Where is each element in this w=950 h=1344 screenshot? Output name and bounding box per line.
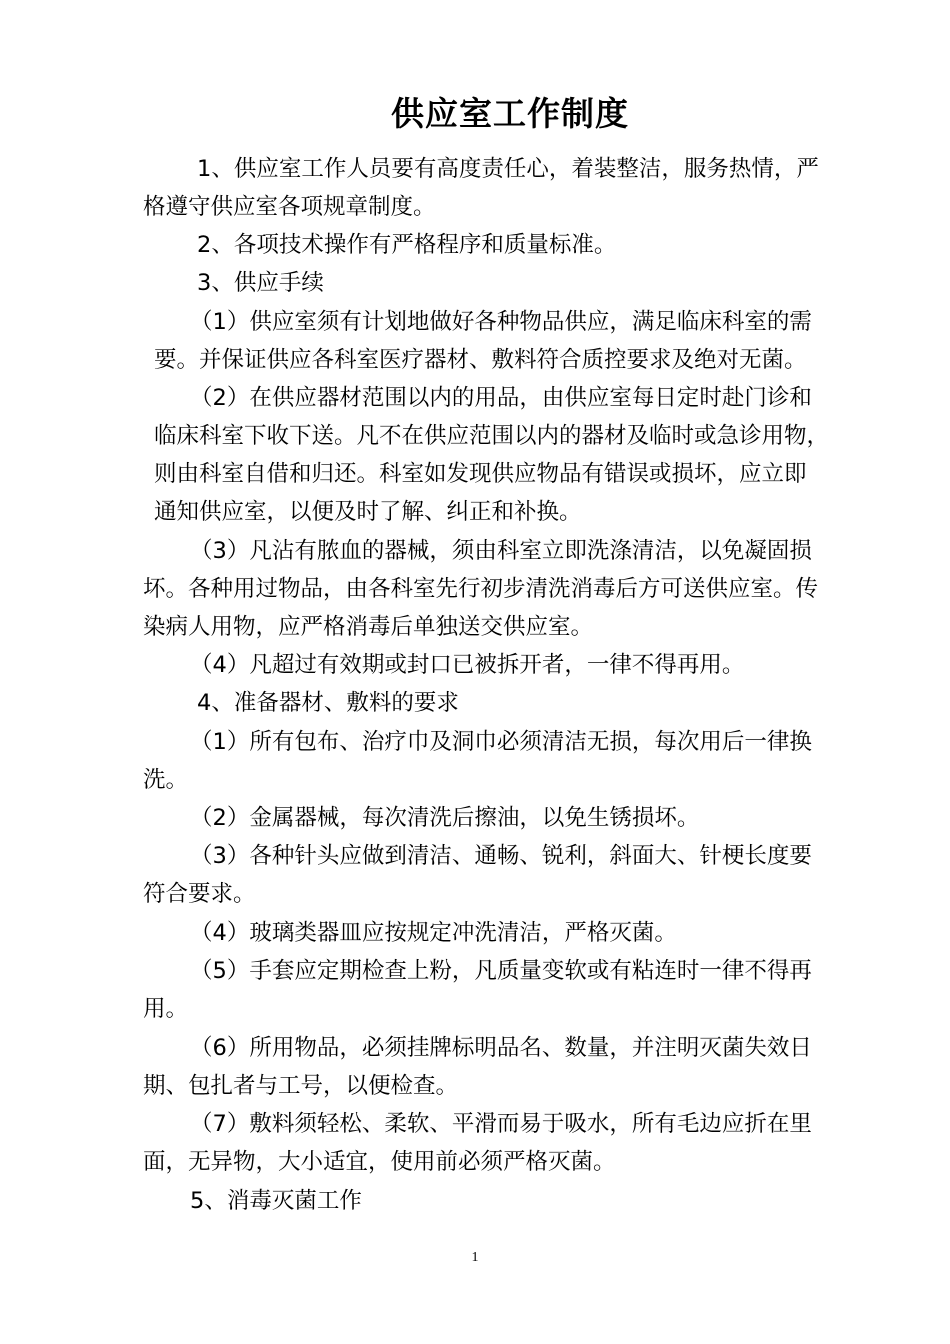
- paragraph-line: （4）凡超过有效期或封口已被拆开者，一律不得再用。: [190, 652, 745, 678]
- paragraph-line: 5、消毒灭菌工作: [190, 1188, 362, 1214]
- paragraph-line: （1）供应室须有计划地做好各种物品供应，满足临床科室的需: [190, 309, 812, 335]
- paragraph-line: 则由科室自借和归还。科室如发现供应物品有错误或损坏，应立即: [154, 461, 807, 487]
- paragraph-line: 洗。: [143, 767, 189, 793]
- paragraph-line: 染病人用物，应严格消毒后单独送交供应室。: [143, 614, 594, 640]
- paragraph-line: 1、供应室工作人员要有高度责任心，着装整洁，服务热情，严: [197, 156, 819, 182]
- paragraph-line: 临床科室下收下送。凡不在供应范围以内的器材及临时或急诊用物，: [154, 423, 830, 449]
- paragraph-line: （6）所用物品，必须挂牌标明品名、数量，并注明灭菌失效日: [190, 1035, 812, 1061]
- paragraph-line: 要。并保证供应各科室医疗器材、敷料符合质控要求及绝对无菌。: [154, 347, 807, 373]
- paragraph-line: （4）玻璃类器皿应按规定冲洗清洁，严格灭菌。: [190, 920, 677, 946]
- paragraph-line: 格遵守供应室各项规章制度。: [143, 194, 436, 220]
- paragraph-line: 2、各项技术操作有严格程序和质量标准。: [197, 232, 617, 258]
- paragraph-line: 3、供应手续: [197, 270, 324, 296]
- paragraph-line: 4、准备器材、敷料的要求: [197, 690, 459, 716]
- paragraph-line: 符合要求。: [143, 881, 256, 907]
- paragraph-line: （7）敷料须轻松、柔软、平滑而易于吸水，所有毛边应折在里: [190, 1111, 812, 1137]
- paragraph-line: 通知供应室，以便及时了解、纠正和补换。: [154, 499, 582, 525]
- paragraph-line: （5）手套应定期检查上粉，凡质量变软或有粘连时一律不得再: [190, 958, 812, 984]
- paragraph-line: 期、包扎者与工号，以便检查。: [143, 1073, 459, 1099]
- paragraph-line: （1）所有包布、治疗巾及洞巾必须清洁无损，每次用后一律换: [190, 729, 812, 755]
- document-title: 供应室工作制度: [391, 94, 629, 133]
- paragraph-line: （2）在供应器材范围以内的用品，由供应室每日定时赴门诊和: [190, 385, 812, 411]
- paragraph-line: 用。: [143, 996, 189, 1022]
- paragraph-line: 坏。各种用过物品，由各科室先行初步清洗消毒后方可送供应室。传: [143, 576, 819, 602]
- paragraph-line: 面，无异物，大小适宜，使用前必须严格灭菌。: [143, 1149, 616, 1175]
- paragraph-line: （2）金属器械，每次清洗后擦油，以免生锈损坏。: [190, 805, 700, 831]
- paragraph-line: （3）各种针头应做到清洁、通畅、锐利，斜面大、针梗长度要: [190, 843, 812, 869]
- page-number: 1: [471, 1250, 479, 1265]
- paragraph-line: （3）凡沾有脓血的器械，须由科室立即洗涤清洁，以免凝固损: [190, 538, 812, 564]
